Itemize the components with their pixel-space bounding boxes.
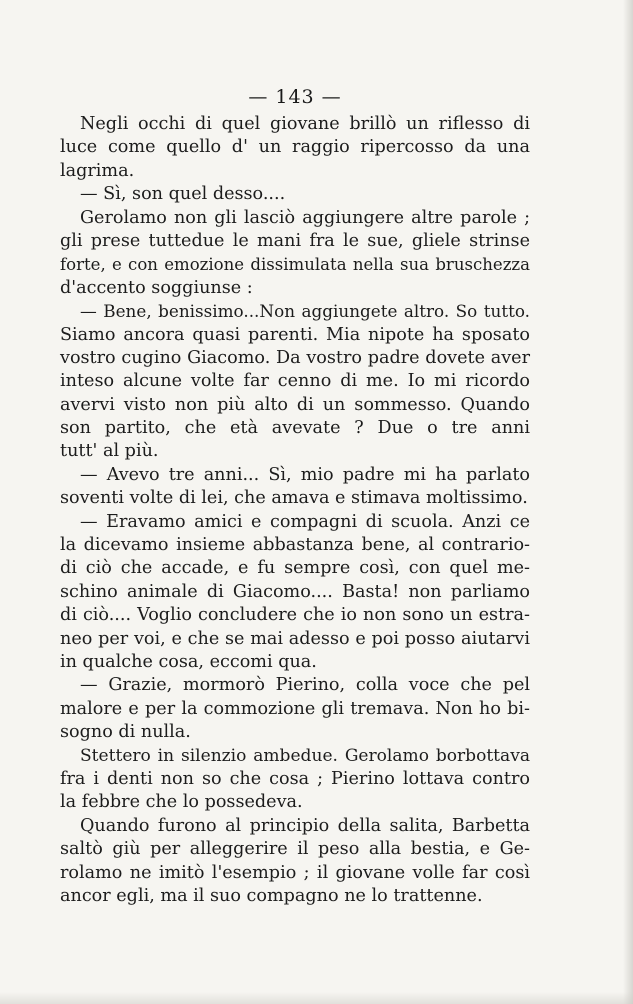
text-line: Negli occhi di quel giovane brillò un riflesso di	[80, 114, 530, 134]
text-line: la febbre che lo possedeva.	[60, 792, 303, 813]
text-line: son partito, che età avevate ? Due o tre anni	[60, 418, 530, 439]
text-line: forte, e con emozione dissimulata nella sua bruschezza	[60, 255, 530, 275]
text-line: tutt' al più.	[60, 441, 159, 462]
text-line: malore e per la commozione gli tremava. Non ho bi-	[60, 698, 530, 719]
text-line: — Sì, son quel desso....	[80, 184, 286, 205]
text-line: luce come quello d' un raggio ripercosso da una	[60, 137, 530, 158]
text-line: — Avevo tre anni... Sì, mio padre mi ha parlato	[80, 464, 530, 485]
text-line: gli prese tuttedue le mani fra le sue, gliele strinse	[60, 230, 530, 251]
text-line: in qualche cosa, eccomi qua.	[60, 651, 317, 672]
text-line: rolamo ne imitò l'esempio ; il giovane volle far così	[60, 862, 530, 883]
text-line: saltò giù per alleggerire il peso alla bestia, e Ge-	[60, 839, 530, 860]
text-line: neo per voi, e che se mai adesso e poi posso aiutarvi	[60, 628, 530, 649]
text-line: la dicevamo insieme abbastanza bene, al contrario-	[60, 535, 530, 556]
text-line: — Eravamo amici e compagni di scuola. Anzi ce	[80, 511, 530, 532]
text-line: di ciò.... Voglio concludere che io non sono un estra-	[60, 605, 530, 626]
text-line: Gerolamo non gli lasciò aggiungere altre parole ;	[80, 207, 530, 228]
body-text	[60, 113, 530, 908]
text-line: lagrima.	[60, 160, 135, 181]
text-line: vostro cugino Giacomo. Da vostro padre dovete aver	[60, 347, 530, 368]
text-line: fra i denti non so che cosa ; Pierino lottava contro	[60, 768, 530, 789]
text-line: — Grazie, mormorò Pierino, colla voce che pel	[80, 675, 530, 696]
text-line: inteso alcune volte far cenno di me. Io mi ricordo	[60, 371, 530, 392]
text-line: di ciò che accade, e fu sempre così, con quel me-	[60, 558, 530, 579]
text-line: Stettero in silenzio ambedue. Gerolamo borbottava	[80, 745, 530, 766]
text-line: d'accento soggiunse :	[60, 277, 253, 298]
page-bottom-shadow	[0, 992, 633, 1004]
text-line: soventi volte di lei, che amava e stimava moltissimo.	[60, 488, 528, 509]
text-line: schino animale di Giacomo.... Basta! non parliamo	[60, 581, 530, 602]
text-line: Siamo ancora quasi parenti. Mia nipote ha sposato	[60, 324, 530, 345]
text-line: Quando furono al principio della salita, Barbetta	[80, 815, 530, 836]
page-edge-shadow	[623, 0, 633, 1004]
text-line: sogno di nulla.	[60, 722, 191, 743]
text-line: avervi visto non più alto di un sommesso. Quando	[60, 394, 530, 415]
text-line: — Bene, benissimo...Non aggiungete altro. So tutto.	[80, 301, 530, 322]
page-number: — 143 —	[248, 86, 342, 108]
text-line: ancor egli, ma il suo compagno ne lo trattenne.	[60, 885, 483, 906]
